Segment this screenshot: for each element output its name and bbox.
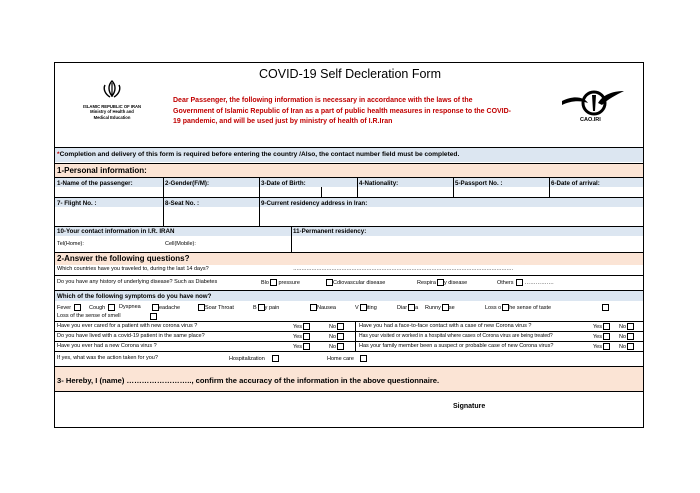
field-contact-info: 10-Your contact information in I.R. IRAN [57, 228, 175, 235]
symptom-body-pain[interactable] [253, 304, 279, 311]
yes-label: Yes [293, 333, 302, 340]
disease-resp-label-a: Respira [417, 279, 436, 286]
q-visited-hospital: Has your visited or worked in a hospital where cases of Corona virus are being treated? [359, 333, 553, 339]
field-date-of-birth[interactable]: 3-Date of Birth: [261, 180, 306, 187]
symptom-extra[interactable] [601, 304, 609, 311]
logo-line-1: ISLAMIC REPUBLIC OF IRAN [82, 104, 142, 109]
divider [321, 187, 322, 197]
symptom-fever-label: Fever [57, 304, 72, 311]
iran-emblem-icon [101, 79, 123, 99]
divider [259, 178, 260, 197]
disease-cardio-label-a: C [333, 279, 337, 286]
divider [55, 275, 643, 276]
logo-line-3: Medical Education [93, 114, 131, 120]
cao-iri-logo [558, 83, 628, 127]
checkbox-nausea[interactable] [310, 304, 317, 311]
disease-question [57, 279, 554, 286]
divider [55, 147, 643, 148]
divider [55, 341, 643, 342]
checkbox-q1-no[interactable] [337, 323, 344, 330]
symptom-runny-label-b: se [448, 304, 455, 311]
checkbox-hospitalization[interactable] [272, 355, 279, 362]
q3-no[interactable] [329, 333, 344, 340]
divider [55, 163, 643, 164]
q1-no[interactable] [329, 323, 344, 330]
yes-label: Yes [293, 343, 302, 350]
checkbox-respiratory[interactable] [437, 279, 444, 286]
symptoms-question: Which of the following symptoms do you have now? [57, 293, 212, 300]
checkbox-q4-yes[interactable] [603, 333, 610, 340]
symptom-cough-label: Cough [89, 304, 106, 311]
divider [55, 391, 643, 392]
symptoms-row [57, 304, 643, 314]
personal-heading: 1-Personal information: [57, 166, 147, 175]
checkbox-runny-nose[interactable] [442, 304, 449, 311]
q5-yes[interactable] [293, 343, 310, 350]
divider [163, 197, 164, 226]
checkbox-cough[interactable] [108, 304, 115, 311]
disease-question-text: Do you have any history of underlying disease? Such as Diabetes [57, 279, 218, 285]
disease-others-dots: ……………. [524, 279, 554, 286]
symptom-smell-label: Loss of the sense of smell [57, 313, 121, 319]
no-label: No [329, 333, 337, 340]
cao-logo-text: CAO.IRI [580, 117, 601, 123]
option-hospitalization[interactable] [229, 355, 279, 362]
checkbox-q5-no[interactable] [337, 343, 344, 350]
completion-note [57, 151, 459, 158]
field-flight-no[interactable]: 7- Flight No. : [57, 200, 97, 207]
divider [163, 178, 164, 197]
divider [291, 226, 292, 252]
symptom-body-label-a: B [253, 304, 257, 311]
symptom-headache[interactable] [151, 304, 180, 311]
checkbox-loss-smell[interactable] [150, 313, 157, 320]
symptom-sore-throat[interactable] [197, 304, 234, 311]
symptom-diarrhea-label-a: Diar [397, 304, 408, 311]
symptom-diarrhea[interactable] [397, 304, 418, 311]
questions-heading: 2-Answer the following questions? [57, 254, 190, 263]
action-question: If yes, what was the action taken for you? [57, 355, 158, 361]
q-lived-with-patient: Do you have lived with a covid-19 patient in the same place? [57, 333, 205, 339]
q-face-to-face-contact: Have you had a face-to-face contact with a case of new Corona virus ? [359, 323, 532, 329]
disease-bp[interactable] [261, 279, 300, 286]
checkbox-blood-pressure[interactable] [270, 279, 277, 286]
exposure-questions [57, 323, 643, 351]
checkbox-headache[interactable] [152, 304, 159, 311]
field-gender[interactable]: 2-Gender(F/M): [165, 180, 209, 187]
q2-yes[interactable] [593, 323, 610, 330]
q4-yes[interactable] [593, 333, 610, 340]
declaration-form [54, 62, 644, 428]
yes-label: Yes [593, 333, 602, 340]
checkbox-q2-no[interactable] [627, 323, 634, 330]
symptom-vomiting-label-a: V [355, 304, 359, 311]
checkbox-home-care[interactable] [360, 355, 367, 362]
symptom-nausea-label: Nausea [317, 304, 336, 311]
field-permanent-residency[interactable]: 11-Permanent residency: [293, 228, 367, 235]
no-label: No [619, 333, 627, 340]
checkbox-sore-throat[interactable] [198, 304, 205, 311]
iran-ministry-logo [79, 79, 145, 120]
no-label: No [329, 323, 337, 330]
checkbox-others[interactable] [516, 279, 523, 286]
field-seat-no[interactable]: 8-Seat No. : [165, 200, 200, 207]
symptom-vomiting-label-b: iting [366, 304, 377, 311]
symptom-dyspnea-label: Dyspnea [119, 304, 141, 310]
field-cell-mobile[interactable]: Cell(Mobile): [165, 241, 196, 247]
disease-respiratory[interactable] [417, 279, 467, 286]
symptom-body-label-b: y pain [264, 304, 280, 311]
checkbox-extra-symptom[interactable] [602, 304, 609, 311]
divider [55, 331, 643, 332]
disease-others[interactable] [497, 279, 554, 286]
divider [357, 178, 358, 197]
disease-others-label: Others [497, 279, 514, 286]
form-title: COVID-19 Self Decleration Form [258, 67, 441, 81]
q2-no[interactable] [619, 323, 634, 330]
field-residency-address[interactable]: 9-Current residency address in Iran: [261, 200, 368, 207]
q4-no[interactable] [619, 333, 634, 340]
signature-label[interactable]: Signature [453, 403, 486, 410]
q-cared-for-patient: Have you ever cared for a patient with new corona virus ? [57, 323, 198, 329]
q5-no[interactable] [329, 343, 344, 350]
passenger-notice: Dear Passenger, the following information is necessary in accordance with the laws of the Government of Islamic Republic of Iran as a part of public health measures in response to the COVID-19 pandemic, and will be used just by ministry of health of I.R.Iran [173, 97, 512, 125]
disease-cardio-label-b: diovascular disease [336, 279, 386, 286]
hospitalization-label: Hospitalization [229, 355, 265, 362]
checkbox-fever[interactable] [74, 304, 81, 311]
logo-line-2: Ministry of Health and [90, 109, 134, 115]
checkbox-q4-no[interactable] [627, 333, 634, 340]
no-label: No [619, 323, 627, 330]
q6-no[interactable] [619, 343, 634, 350]
no-label: No [329, 343, 337, 350]
travel-answer-line[interactable]: …………………………………………………………………………………………………………………… [293, 266, 513, 272]
q1-yes[interactable] [293, 323, 310, 330]
action-taken-row [57, 355, 643, 365]
completion-note-text: Completion and delivery of this form is required before entering the country /Also, the contact number field must be completed. [59, 151, 460, 158]
checkbox-body-pain[interactable] [258, 304, 265, 311]
field-passenger-name[interactable]: 1-Name of the passenger: [57, 180, 133, 187]
checkbox-q2-yes[interactable] [603, 323, 610, 330]
checkbox-q3-yes[interactable] [303, 333, 310, 340]
symptom-cough[interactable] [89, 304, 115, 311]
symptom-headache-label: eadache [159, 304, 181, 311]
q-family-suspect: Has your family member been a suspect or probable case of new Corona virus? [359, 343, 554, 349]
field-tel-home[interactable]: Tel(Home): [57, 241, 84, 247]
travel-question: Which countries have you traveled to, during the last 14 days? [57, 266, 209, 272]
checkbox-q5-yes[interactable] [303, 343, 310, 350]
q-had-corona: Have you ever had a new Corona virus ? [57, 343, 157, 349]
symptom-dyspnea[interactable] [119, 304, 141, 310]
option-home-care[interactable] [327, 355, 367, 362]
disease-bp-label-a: Blo [261, 279, 269, 286]
divider [55, 321, 643, 322]
checkbox-cardiovascular[interactable] [326, 279, 333, 286]
checkbox-vomiting[interactable] [360, 304, 367, 311]
symptom-vomiting[interactable] [355, 304, 377, 311]
divider [55, 351, 643, 352]
yes-label: Yes [293, 323, 302, 330]
symptom-runny-label-a: Runny [425, 304, 441, 311]
checkbox-q1-yes[interactable] [303, 323, 310, 330]
yes-label: Yes [593, 343, 602, 350]
q6-yes[interactable] [593, 343, 610, 350]
divider [549, 178, 550, 197]
divider [453, 178, 454, 197]
symptom-loss-smell[interactable] [57, 313, 121, 319]
symptom-diarrhea-label-b: a [415, 304, 419, 311]
divider [259, 197, 260, 226]
field-date-of-arrival[interactable]: 6-Date of arrival: [551, 180, 600, 187]
yes-label: Yes [593, 323, 602, 330]
symptom-loss-taste[interactable] [485, 304, 551, 311]
home-care-label: Home care [327, 355, 354, 362]
symptom-taste-label-b: he sense of taste [509, 304, 552, 311]
checkbox-q3-no[interactable] [337, 333, 344, 340]
field-nationality[interactable]: 4-Nationality: [359, 180, 399, 187]
disease-bp-label-b: pressure [278, 279, 300, 286]
symptom-nausea[interactable] [309, 304, 336, 311]
required-star: * [57, 151, 60, 158]
no-label: No [619, 343, 627, 350]
symptom-runny-nose[interactable] [425, 304, 455, 311]
symptom-fever[interactable] [57, 304, 81, 311]
field-passport-no[interactable]: 5-Passport No. : [455, 180, 503, 187]
symptom-sore-throat-label: Soar Throat [205, 304, 234, 311]
confirm-statement: 3- Hereby, I (name) …………………….., confirm the accuracy of the information in the above questionnaire. [57, 376, 440, 385]
symptom-taste-label-a: Loss o [485, 304, 502, 311]
disease-resp-label-b: y disease [443, 279, 468, 286]
checkbox-q6-yes[interactable] [603, 343, 610, 350]
q3-yes[interactable] [293, 333, 310, 340]
checkbox-q6-no[interactable] [627, 343, 634, 350]
disease-cardio[interactable] [325, 279, 385, 286]
